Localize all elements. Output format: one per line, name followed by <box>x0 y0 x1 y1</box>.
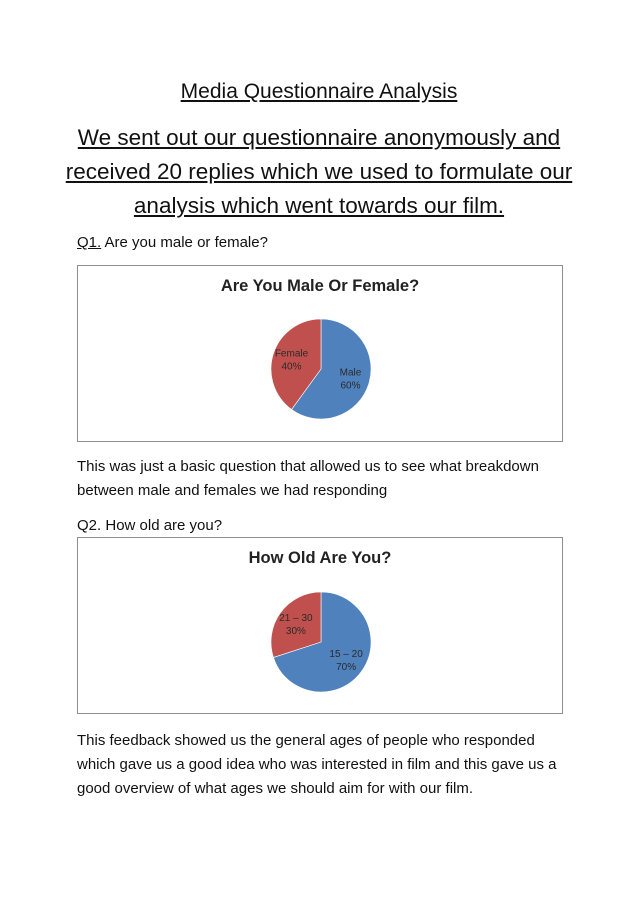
question-1 <box>77 234 268 251</box>
slice-value-female: 40% <box>281 361 302 373</box>
question-2 <box>77 517 222 534</box>
age-commentary: This feedback showed us the general ages of people who responded which gave us a good idea who was interested in film and this gave us a good overview of what ages we should aim for with our film. <box>77 732 557 797</box>
question-1-text: Are you male or female? <box>101 234 268 251</box>
question-2-text: How old are you? <box>101 517 223 534</box>
slice-label-male: Male <box>339 367 362 379</box>
question-1-number: Q1. <box>77 234 102 251</box>
page-title: Media Questionnaire Analysis <box>180 80 458 103</box>
slice-label-21-30: 21 – 30 <box>279 612 313 624</box>
intro-text: We sent out our questionnaire anonymously and received 20 replies which we used to formulate our analysis which went towards our film. <box>65 125 573 218</box>
question-2-number: Q2. <box>77 517 102 534</box>
slice-label-female: Female <box>274 348 309 360</box>
gender-commentary: This was just a basic question that allowed us to see what breakdown between male and females we had responding <box>77 458 539 499</box>
slice-value-15-20: 70% <box>336 662 357 674</box>
slice-label-15-20: 15 – 20 <box>329 649 363 661</box>
gender-chart <box>77 265 563 442</box>
age-chart <box>77 537 563 714</box>
slice-value-21-30: 30% <box>285 625 306 637</box>
age-chart-title: How Old Are You? <box>248 549 392 567</box>
gender-chart-title: Are You Male Or Female? <box>220 277 420 295</box>
slice-value-male: 60% <box>340 380 361 392</box>
